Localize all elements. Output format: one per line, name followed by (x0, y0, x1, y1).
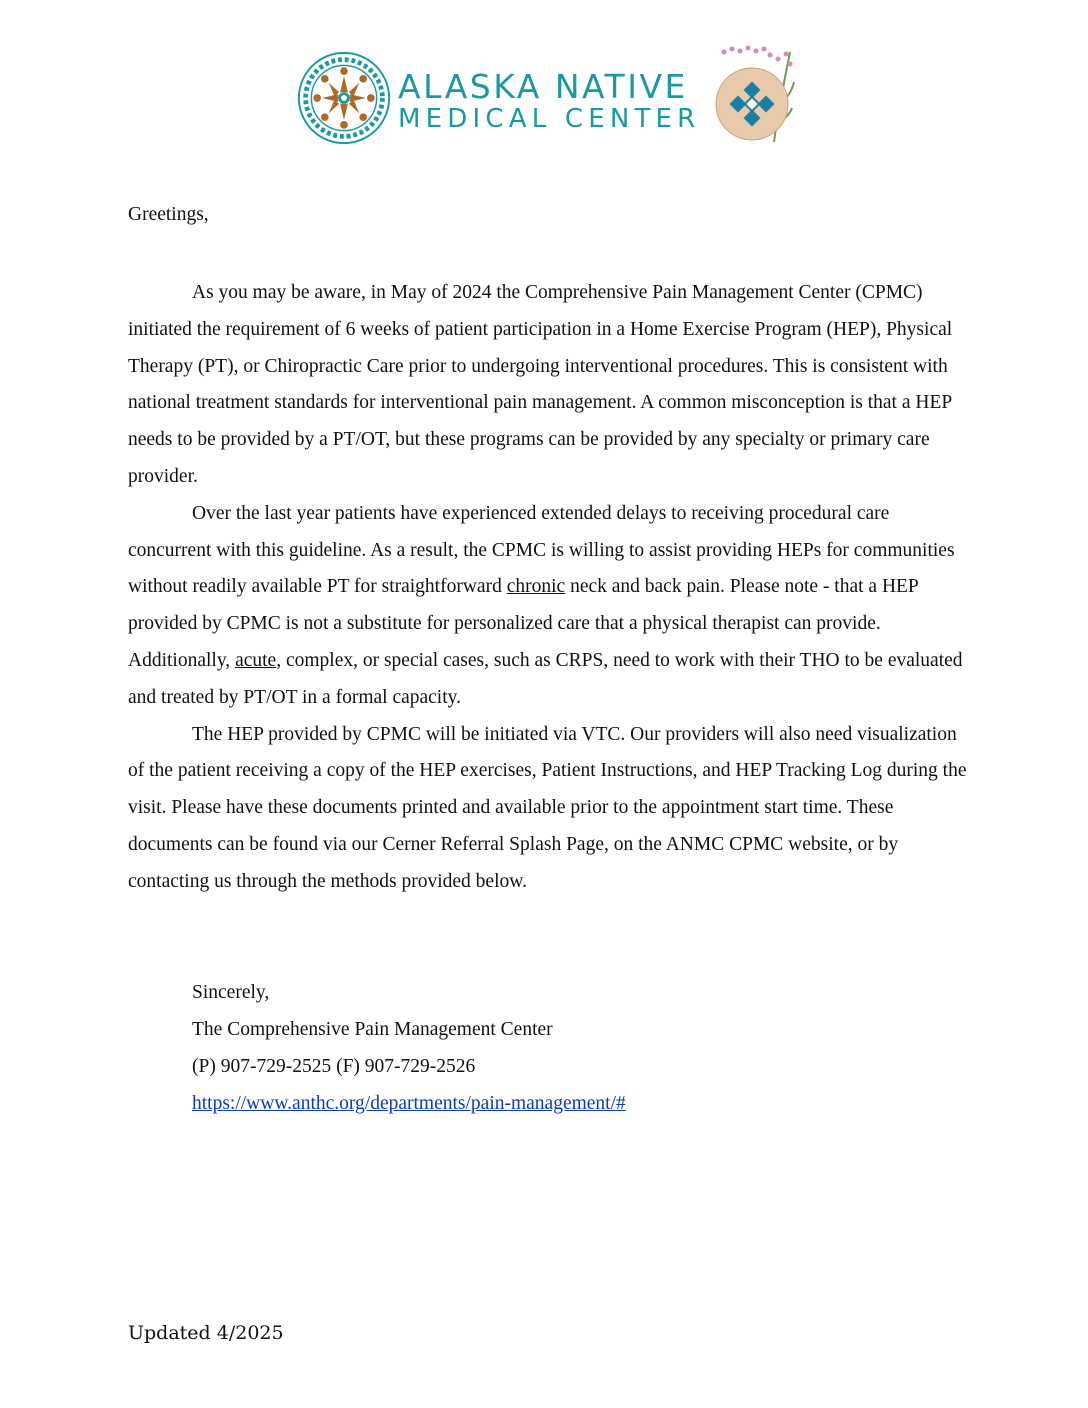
brand-line-1: ALASKA NATIVE (398, 67, 688, 106)
closing-block (192, 974, 626, 1122)
paragraph-delays-part-3: , complex, or special cases, such as CRPS, need to work with their THO to be evaluated and treated by PT/OT in a formal capacity. (128, 649, 963, 708)
organization-name: The Comprehensive Pain Management Center (192, 1019, 553, 1040)
letterhead (296, 42, 796, 152)
brand-line-2: MEDICAL CENTER (398, 104, 701, 134)
paragraph-delays (128, 496, 968, 717)
updated-date: Updated 4/2025 (128, 1322, 284, 1344)
chronic-underlined-text: chronic (506, 576, 566, 598)
paragraph-requirement: As you may be aware, in May of 2024 the Comprehensive Pain Management Center (CPMC) initiated the requirement of 6 weeks of patient participation in a Home Exercise Program (HEP), Physical Therapy (PT), or Chiropractic Care prior to undergoing interventional procedures. This is consistent with national treatment standards for interventional pain management. A common misconception is that a HEP needs to be provided by a PT/OT, but these programs can be provided by any specialty or primary care provider. (128, 282, 953, 487)
paragraph-vtc-instructions: The HEP provided by CPMC will be initiated via VTC. Our providers will also need visualization of the patient receiving a copy of the HEP exercises, Patient Instructions, and HEP Tracking Log during the visit. Please have these documents printed and available prior to the appointment start time. These documents can be found via our Cerner Referral Splash Page, on the ANMC CPMC website, or by contacting us through the methods provided below. (128, 723, 967, 892)
foundation-seal-with-flower-icon (704, 42, 796, 152)
brand-wordmark (398, 67, 701, 134)
paragraph-delays-part-2: neck and back pain. Please note - that a HEP provided by CPMC is not a substitute for personalized care that a physical therapist can provide. Additionally, (128, 576, 919, 671)
pain-management-link[interactable]: https://www.anthc.org/departments/pain-management/# (192, 1093, 626, 1114)
paragraph-delays-part-1: Over the last year patients have experienced extended delays to receiving procedural care concurrent with this guideline. As a result, the CPMC is willing to assist providing HEPs for communities without readily available PT for straightforward (128, 502, 955, 598)
tribal-health-consortium-seal-icon (296, 50, 392, 146)
letter-body (128, 275, 968, 901)
signoff: Sincerely, (192, 982, 270, 1003)
salutation: Greetings, (128, 204, 209, 225)
phone-fax: (P) 907-729-2525 (F) 907-729-2526 (192, 1056, 476, 1077)
acute-underlined-text: acute (235, 649, 277, 671)
